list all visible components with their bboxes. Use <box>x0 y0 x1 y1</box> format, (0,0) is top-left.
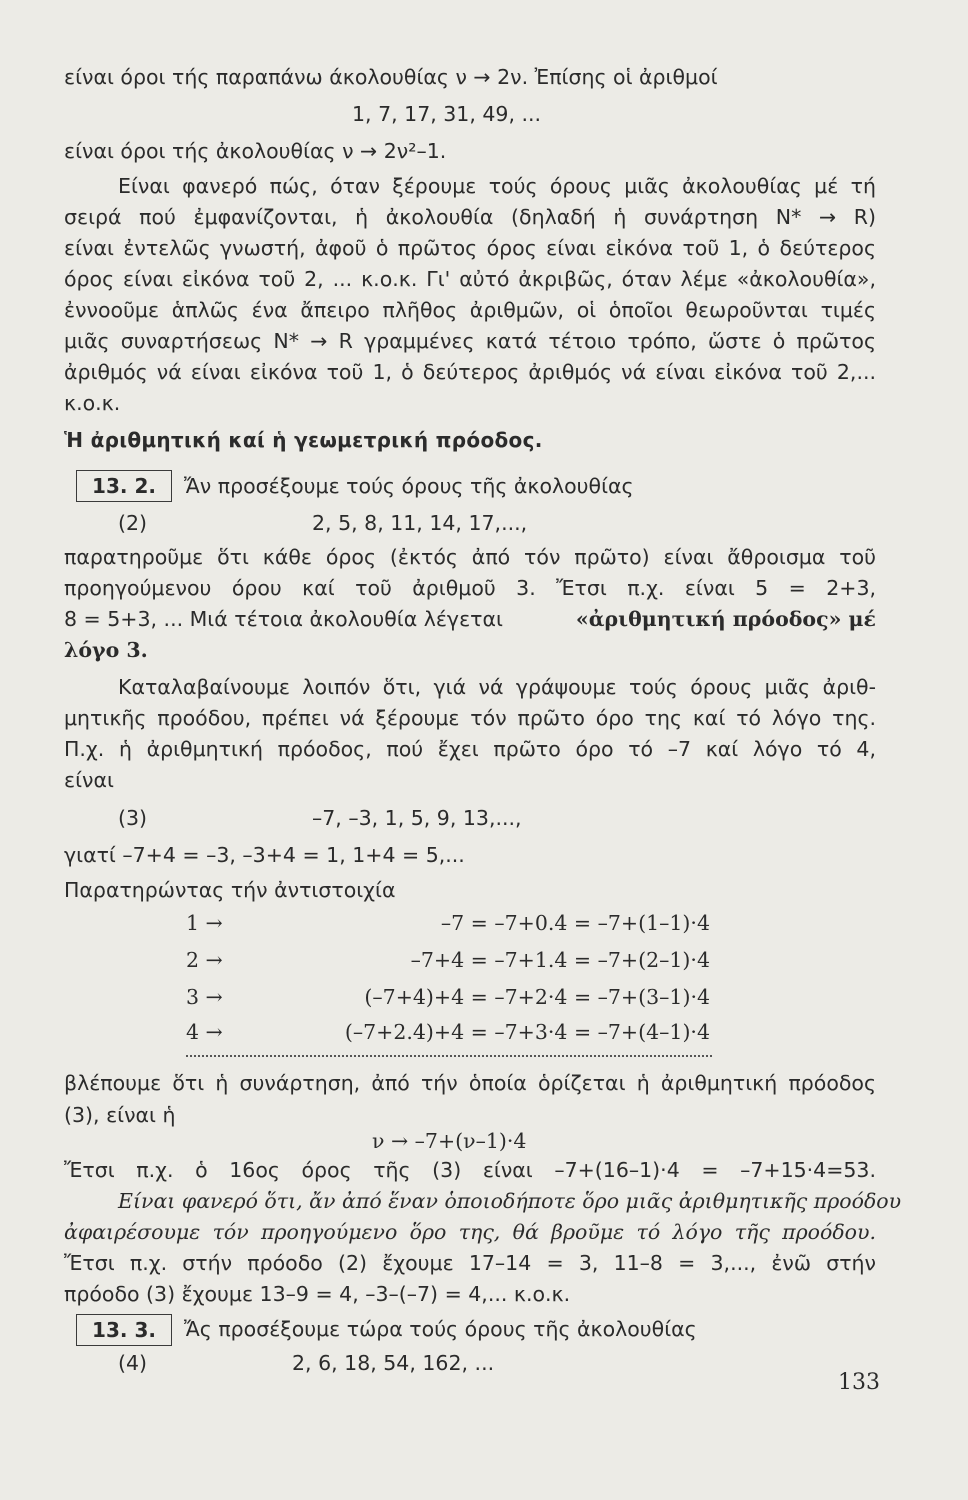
text-line: βλέπουμε ὅτι ἡ συνάρτηση, ἀπό τήν ὁποία ὁρίζεται ἡ ἀριθμητική πρόοδος <box>64 1071 876 1095</box>
sequence-line: 1, 7, 17, 31, 49, ... <box>352 102 542 126</box>
table-row-expression: (–7+4)+4 = –7+2·4 = –7+(3–1)·4 <box>364 985 710 1009</box>
equation-label: (3) <box>118 806 148 830</box>
equation-label: (2) <box>118 511 148 535</box>
text-line: πρόοδο (3) ἔχουμε 13–9 = 4, –3–(–7) = 4,... κ.ο.κ. <box>64 1282 571 1306</box>
text-line: Ἔτσι π.χ. ὁ 16ος όρος τῆς (3) είναι –7+(16–1)·4 = –7+15·4=53. <box>64 1158 876 1182</box>
text-line: κ.ο.κ. <box>64 391 121 415</box>
italic-line: ἀφαιρέσουμε τόν προηγούμενο ὅρο της, θά βροῦμε τό λόγο τῆς προόδου. <box>64 1220 876 1244</box>
sequence-line: –7, –3, 1, 5, 9, 13,..., <box>312 806 522 830</box>
text-line: Π.χ. ἡ ἀριθμητική πρόοδος, πού ἔχει πρῶτο όρο τό –7 καί λόγο τό 4, <box>64 737 876 761</box>
text-line: Ἔτσι π.χ. στήν πρόοδο (2) ἔχουμε 17–14 = 3, 11–8 = 3,..., ἐνῶ στήν <box>64 1251 876 1275</box>
dotted-separator <box>186 1055 712 1057</box>
text-line: παρατηροῦμε ὅτι κάθε όρος (ἐκτός ἀπό τόν πρῶτο) είναι ἄθροισμα τοῦ <box>64 545 876 569</box>
text-line: λόγο 3. <box>64 638 148 662</box>
text-line: Καταλαβαίνουμε λοιπόν ὅτι, γιά νά γράψουμε τούς όρους μιᾶς ἀριθ- <box>118 675 876 699</box>
section-number-box: 13. 2. <box>76 470 172 502</box>
table-row-expression: –7 = –7+0.4 = –7+(1–1)·4 <box>440 911 710 935</box>
text-line <box>64 604 876 634</box>
text-line: είναι όροι τής παραπάνω άκολουθίας ν → 2ν. Ἐπίσης οἱ ἀριθμοί <box>64 65 718 89</box>
text-line: Παρατηρώντας τήν ἀντιστοιχία <box>64 878 396 902</box>
text-line: όρος είναι εἰκόνα τοῦ 2, ... κ.ο.κ. Γι' αὐτό ἀκριβῶς, όταν λέμε «ἀκολουθία», <box>64 267 876 291</box>
table-row-expression: (–7+2.4)+4 = –7+3·4 = –7+(4–1)·4 <box>344 1020 710 1044</box>
text-line: είναι ἐντελῶς γνωστή, ἀφοῦ ὁ πρῶτος όρος είναι εἰκόνα τοῦ 1, ὁ δεύτερος <box>64 236 876 260</box>
text-line: είναι όροι τής ἀκολουθίας ν → 2ν²–1. <box>64 139 447 163</box>
page-number: 133 <box>838 1370 880 1395</box>
table-row-index: 1 → <box>186 911 223 935</box>
table-row-index: 3 → <box>186 985 223 1009</box>
sequence-line: 2, 6, 18, 54, 162, ... <box>292 1351 495 1375</box>
section-number-box: 13. 3. <box>76 1314 172 1346</box>
text-line: σειρά πού ἐμφανίζονται, ἡ ἀκολουθία (δηλαδή ἡ συνάρτηση N* → R) <box>64 205 876 229</box>
text-line: Ἄς προσέξουμε τώρα τούς όρους τῆς ἀκολουθίας <box>184 1317 697 1341</box>
equation-label: (4) <box>118 1351 148 1375</box>
table-row-expression: –7+4 = –7+1.4 = –7+(2–1)·4 <box>410 948 710 972</box>
sequence-line: 2, 5, 8, 11, 14, 17,..., <box>312 511 528 535</box>
text-line: (3), είναι ἡ <box>64 1103 176 1127</box>
text-line: μητικῆς προόδου, πρέπει νά ξέρουμε τόν πρῶτο όρο της καί τό λόγο της. <box>64 706 876 730</box>
table-row-index: 4 → <box>186 1020 223 1044</box>
text-line: προηγούμενου όρου καί τοῦ ἀριθμοῦ 3. Ἔτσι π.χ. είναι 5 = 2+3, <box>64 576 876 600</box>
text-line: είναι <box>64 768 114 792</box>
table-row-index: 2 → <box>186 948 223 972</box>
section-heading: Ἡ ἀριθμητική καί ἡ γεωμετρική πρόοδος. <box>64 428 543 452</box>
text-span: 8 = 5+3, ... Μιά τέτοια ἀκολουθία λέγεται <box>64 607 503 631</box>
text-line: Ἄν προσέξουμε τούς όρους τῆς ἀκολουθίας <box>184 474 634 498</box>
formula-line: ν → –7+(ν–1)·4 <box>372 1129 527 1153</box>
bold-term: «ἀριθμητική πρόοδος» μέ <box>575 607 876 631</box>
text-line: Είναι φανερό πώς, όταν ξέρουμε τούς όρους μιᾶς ἀκολουθίας μέ τή <box>118 174 876 198</box>
italic-line: Είναι φανερό ὅτι, ἄν ἀπό ἕναν ὁποιοδήποτε ὅρο μιᾶς ἀριθμητικῆς προόδου <box>118 1189 902 1213</box>
text-line: ἐννοοῦμε ἁπλῶς ένα ἄπειρο πλῆθος ἀριθμῶν, οἱ ὁποῖοι θεωροῦνται τιμές <box>64 298 876 322</box>
text-line: ἀριθμός νά είναι εἰκόνα τοῦ 1, ὁ δεύτερος ἀριθμός νά είναι εἰκόνα τοῦ 2,... <box>64 360 876 384</box>
text-line: γιατί –7+4 = –3, –3+4 = 1, 1+4 = 5,... <box>64 843 465 867</box>
text-line: μιᾶς συναρτήσεως N* → R γραμμένες κατά τέτοιο τρόπο, ὥστε ὁ πρῶτος <box>64 329 876 353</box>
